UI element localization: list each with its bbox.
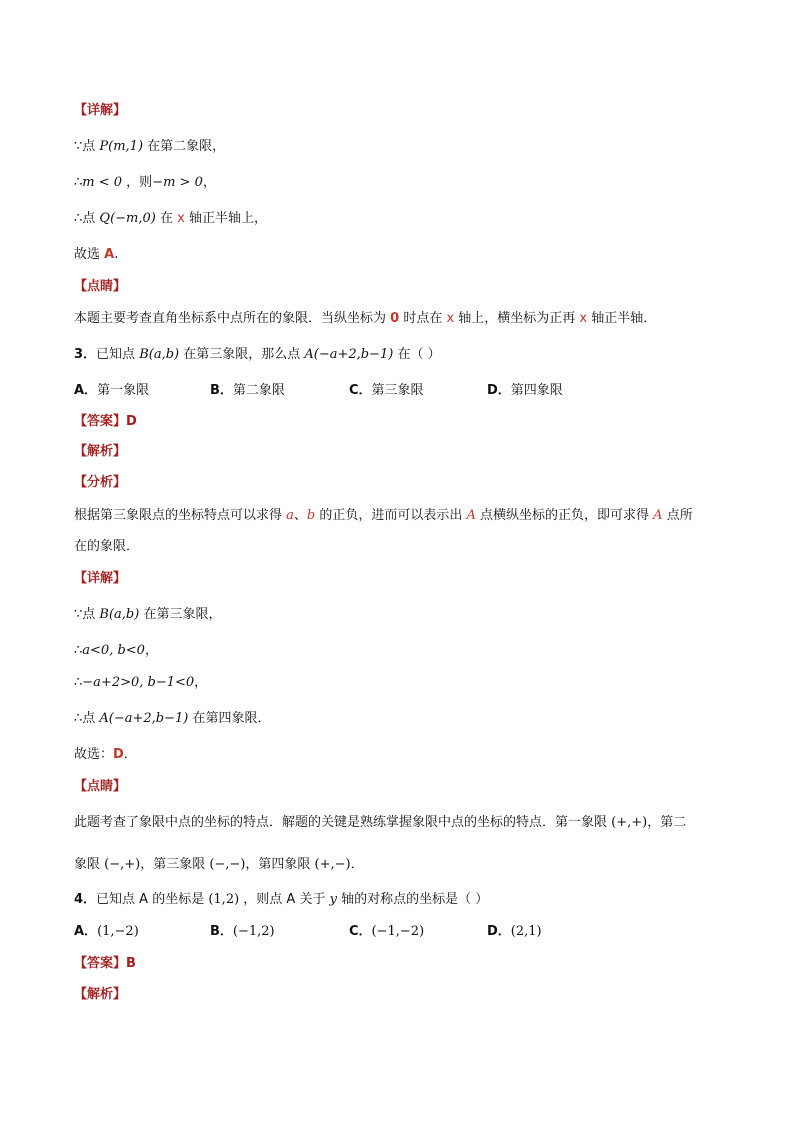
question-4-stem: 4．已知点 A 的坐标是 (1,2) ，则点 A 关于 y 轴的对称点的坐标是（ ）	[74, 892, 489, 907]
fenxi-heading: 【分析】	[74, 475, 127, 490]
option-c: C．第三象限	[349, 383, 424, 398]
solution-line: ∴−a+2>0, b−1<0，	[74, 675, 208, 690]
option-d: D．(2,1)	[487, 924, 542, 939]
comment-text: 象限 (−,+)，第三象限 (−,−)，第四象限 (+,−)．	[74, 857, 364, 872]
fenxi-text: 在的象限．	[74, 539, 140, 554]
comment-text: 此题考查了象限中点的坐标的特点．解题的关键是熟练掌握象限中点的坐标的特点．第一象限 (+,+)，第二	[74, 815, 687, 830]
solution-line: ∴点 Q(−m,0) 在 x 轴正半轴上，	[74, 211, 267, 226]
analysis-heading: 【解析】	[74, 987, 127, 1002]
solution-line: ∴a<0, b<0，	[74, 643, 158, 658]
fenxi-text: 根据第三象限点的坐标特点可以求得 a、b 的正负，进而可以表示出 A 点横纵坐标的正负，即可求得 A 点所	[74, 508, 693, 523]
option-b: B．第二象限	[210, 383, 285, 398]
detail-heading: 【详解】	[74, 571, 127, 586]
comment-text: 本题主要考查直角坐标系中点所在的象限．当纵坐标为 0 时点在 x 轴上，横坐标为正再 x 轴正半轴．	[74, 311, 657, 326]
solution-line: ∴m < 0 ，则−m > 0，	[74, 175, 216, 190]
question-3-stem: 3．已知点 B(a,b) 在第三象限，那么点 A(−a+2,b−1) 在（ ）	[74, 347, 441, 362]
option-c: C．(−1,−2)	[349, 924, 425, 939]
solution-line: ∴点 A(−a+2,b−1) 在第四象限．	[74, 711, 271, 726]
option-a: A．第一象限	[74, 383, 150, 398]
solution-line: ∵点 B(a,b) 在第三象限，	[74, 607, 222, 622]
answer-line: 【答案】D	[74, 414, 137, 429]
answer-line: 【答案】B	[74, 956, 136, 971]
analysis-heading: 【解析】	[74, 444, 127, 459]
option-d: D．第四象限	[487, 383, 563, 398]
solution-line: 故选：D．	[74, 747, 137, 762]
detail-heading: 【详解】	[74, 103, 127, 118]
solution-line: ∵点 P(m,1) 在第二象限，	[74, 139, 226, 154]
comment-heading: 【点睛】	[74, 779, 127, 794]
solution-line: 故选 A.	[74, 247, 119, 262]
comment-heading: 【点睛】	[74, 279, 127, 294]
option-a: A．(1,−2)	[74, 924, 139, 939]
option-b: B．(−1,2)	[210, 924, 275, 939]
